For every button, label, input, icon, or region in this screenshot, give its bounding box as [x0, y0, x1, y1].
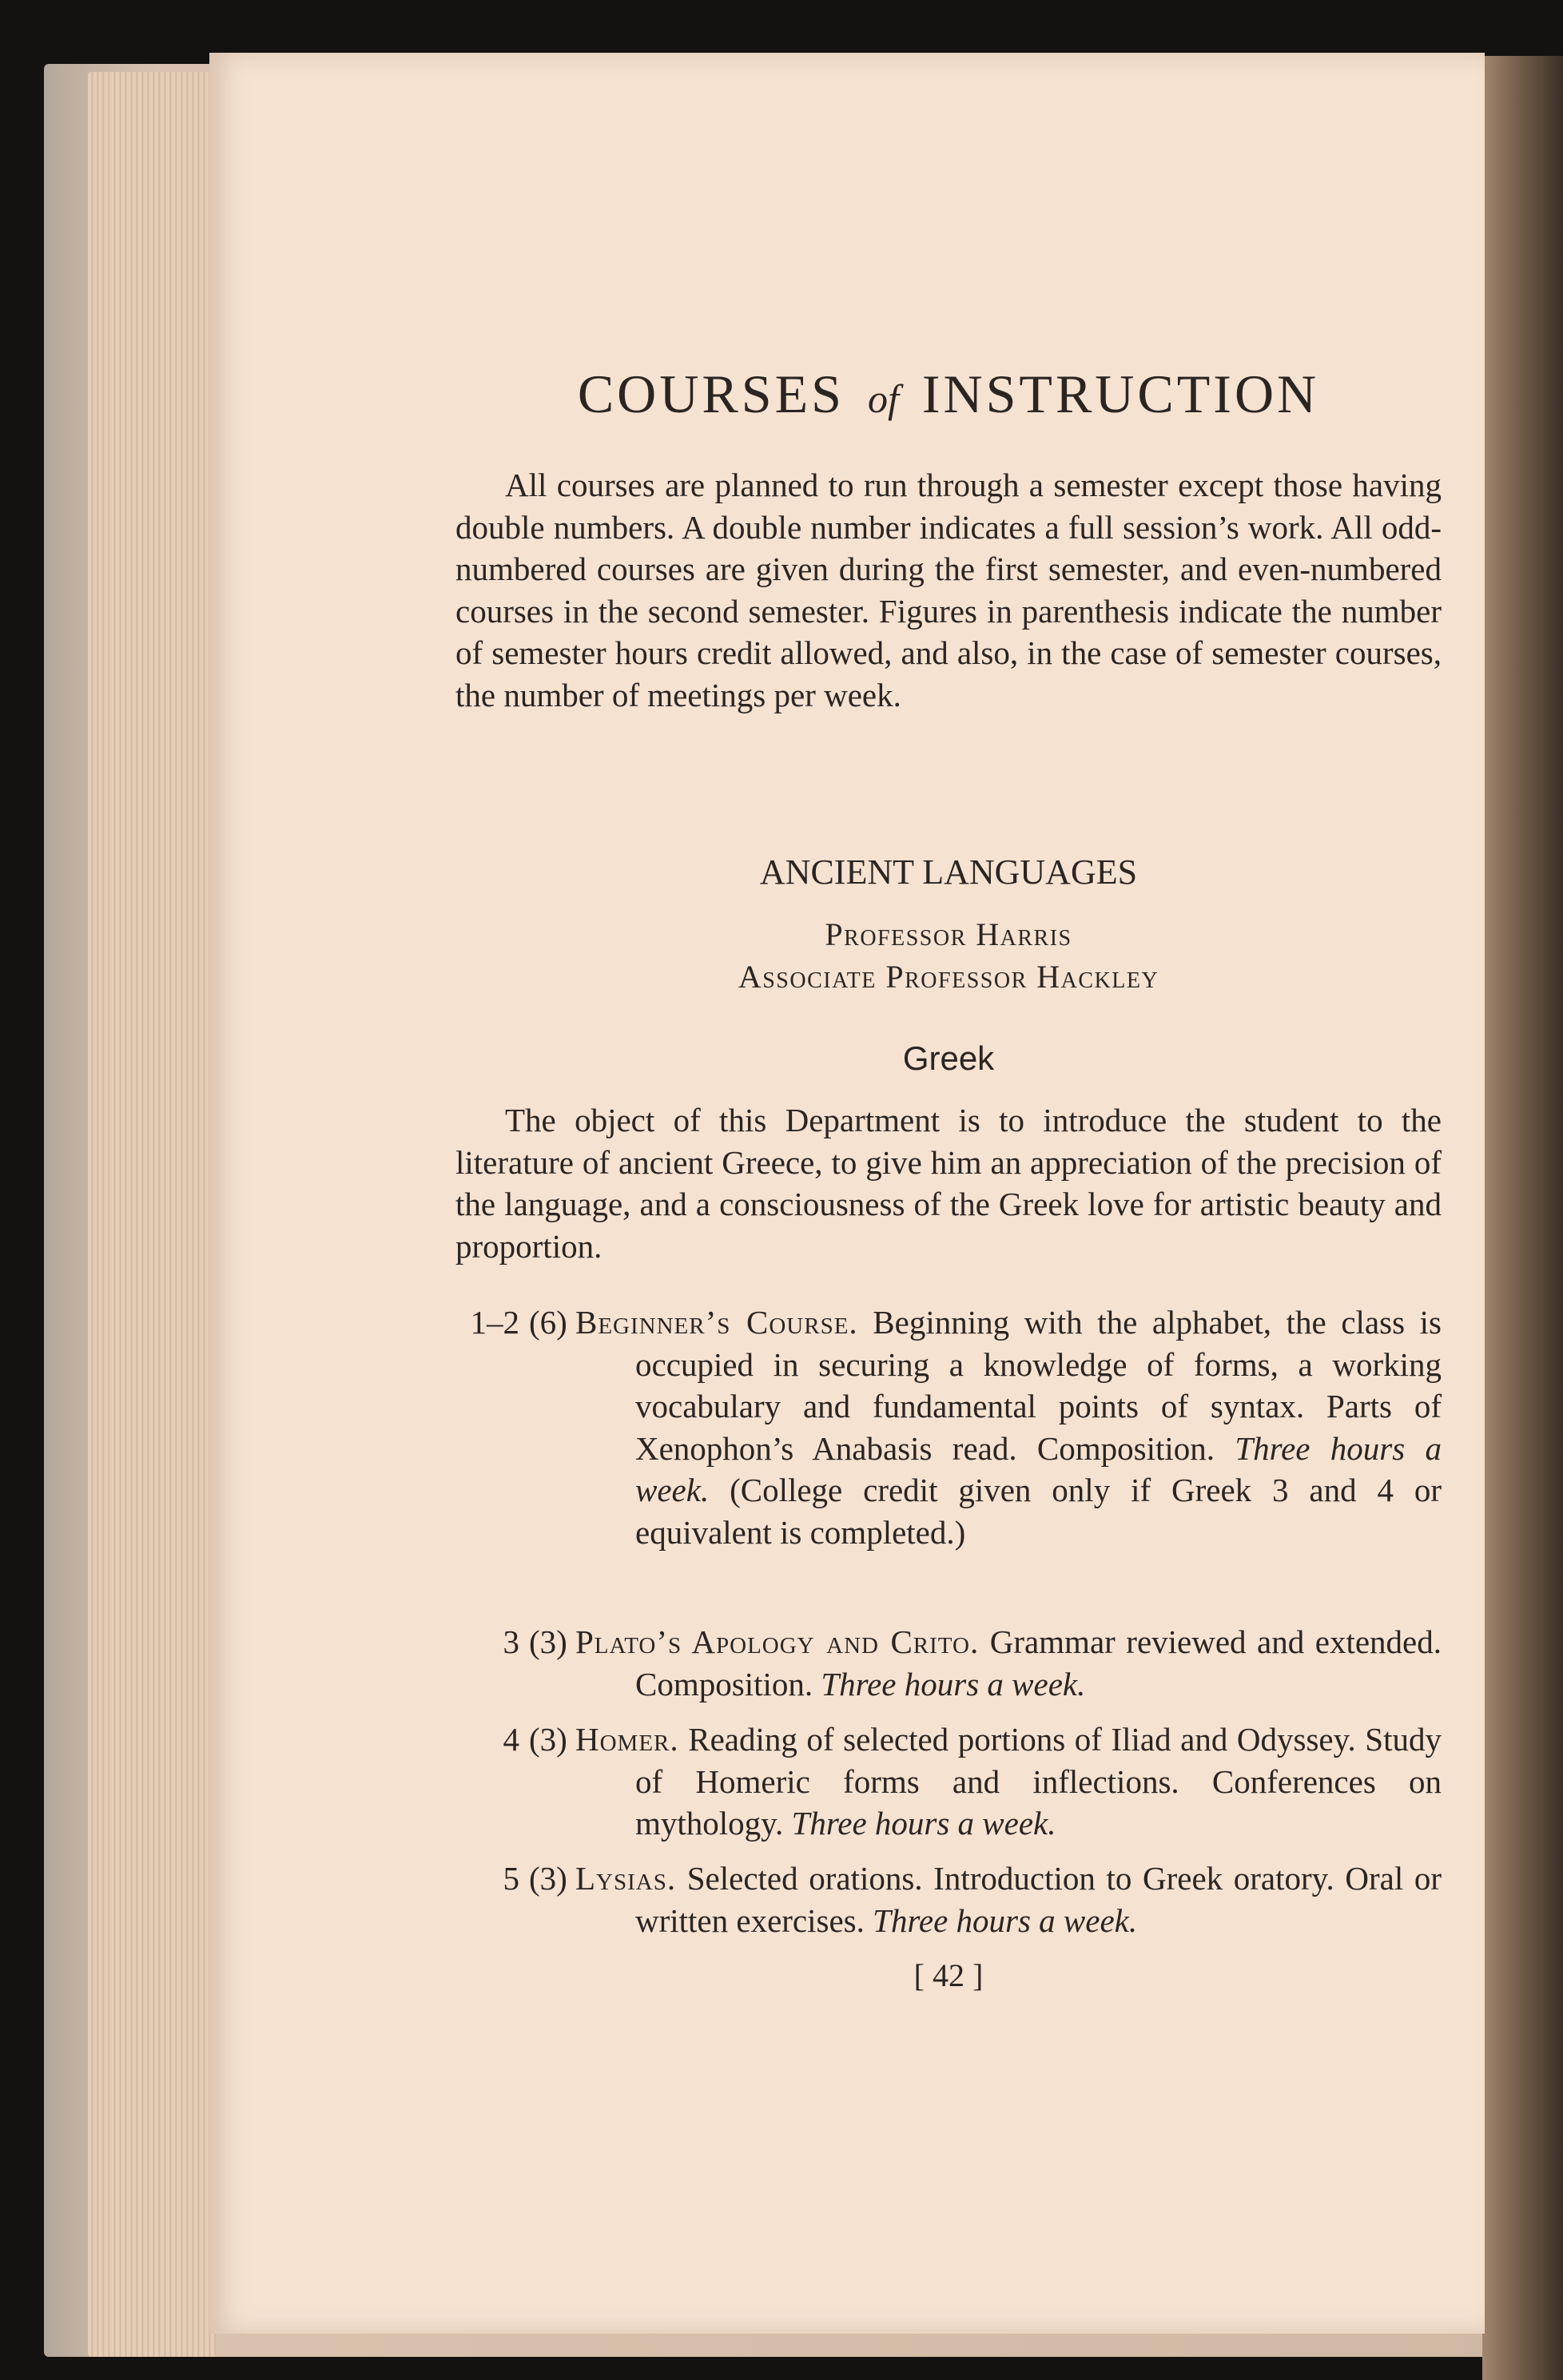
course-number: 1–2	[470, 1304, 519, 1341]
course-description	[575, 1718, 1442, 1845]
professor-line: Associate Professor Hackley	[738, 959, 1159, 995]
course-number: 4	[503, 1721, 519, 1758]
course-name: Beginner’s Course.	[575, 1304, 858, 1341]
title-main: COURSES	[577, 364, 845, 424]
page-title	[455, 363, 1442, 426]
course-hours: Three hours a week.	[873, 1901, 1138, 1939]
page-edges	[88, 72, 216, 2357]
course-name: Lysias.	[575, 1860, 677, 1897]
course-number: 5	[503, 1860, 519, 1897]
intro-paragraph: All courses are planned to run through a semester except those having double numbers. A double number indicates a full session’s work. All odd-numbered courses are given during the first semester, and even-numbered courses in the second semester. Figures in parenthesis indicate the number of semester hours credit allowed, and also, in the case of semester courses, the number of meetings per week.	[455, 467, 1442, 713]
course-credit: (3)	[529, 1623, 567, 1660]
subsection-heading: Greek	[902, 1039, 995, 1077]
page-number: [ 42 ]	[913, 1957, 984, 1993]
book-spine-edge	[1482, 56, 1563, 2380]
course-hours: Three hours a week.	[635, 1429, 1442, 1508]
course-description	[575, 1621, 1442, 1705]
section-heading: ANCIENT LANGUAGES	[759, 852, 1138, 892]
department-description: The object of this Department is to introduce the student to the literature of ancient Greece, to give him an appreciation of the precision of the language, and a consciousness of the Greek love for artistic beauty and proportion.	[455, 1102, 1442, 1265]
course-text-after: (College credit given only if Greek 3 and 4 or equivalent is completed.)	[635, 1472, 1442, 1551]
course-hours: Three hours a week.	[821, 1665, 1086, 1703]
title-second: INSTRUCTION	[921, 364, 1320, 424]
professor-line: Professor Harris	[825, 916, 1072, 952]
book-page	[209, 53, 1485, 2334]
course-text: Grammar reviewed and extended. Composition.	[635, 1623, 1442, 1703]
course-text: Beginning with the alphabet, the class is occupied in securing a knowledge of forms, a working vocabulary and fundamental points of syntax. Parts of Xenophon’s Anabasis read. Composition.	[635, 1304, 1442, 1467]
course-description	[575, 1858, 1442, 1941]
course-credit: (3)	[529, 1721, 567, 1758]
course-credit: (6)	[529, 1304, 567, 1341]
course-credit: (3)	[529, 1860, 567, 1897]
course-number: 3	[503, 1623, 519, 1660]
course-text: Reading of selected portions of Iliad and Odyssey. Study of Homeric forms and inflections. Conferences on mythology.	[635, 1721, 1442, 1842]
course-description	[575, 1301, 1442, 1553]
course-name: Homer.	[575, 1721, 679, 1758]
course-text: Selected orations. Introduction to Greek oratory. Oral or written exercises.	[635, 1860, 1442, 1939]
title-connector: of	[867, 376, 899, 421]
course-name: Plato’s Apology and Crito.	[575, 1623, 980, 1660]
course-hours: Three hours a week.	[791, 1805, 1056, 1842]
